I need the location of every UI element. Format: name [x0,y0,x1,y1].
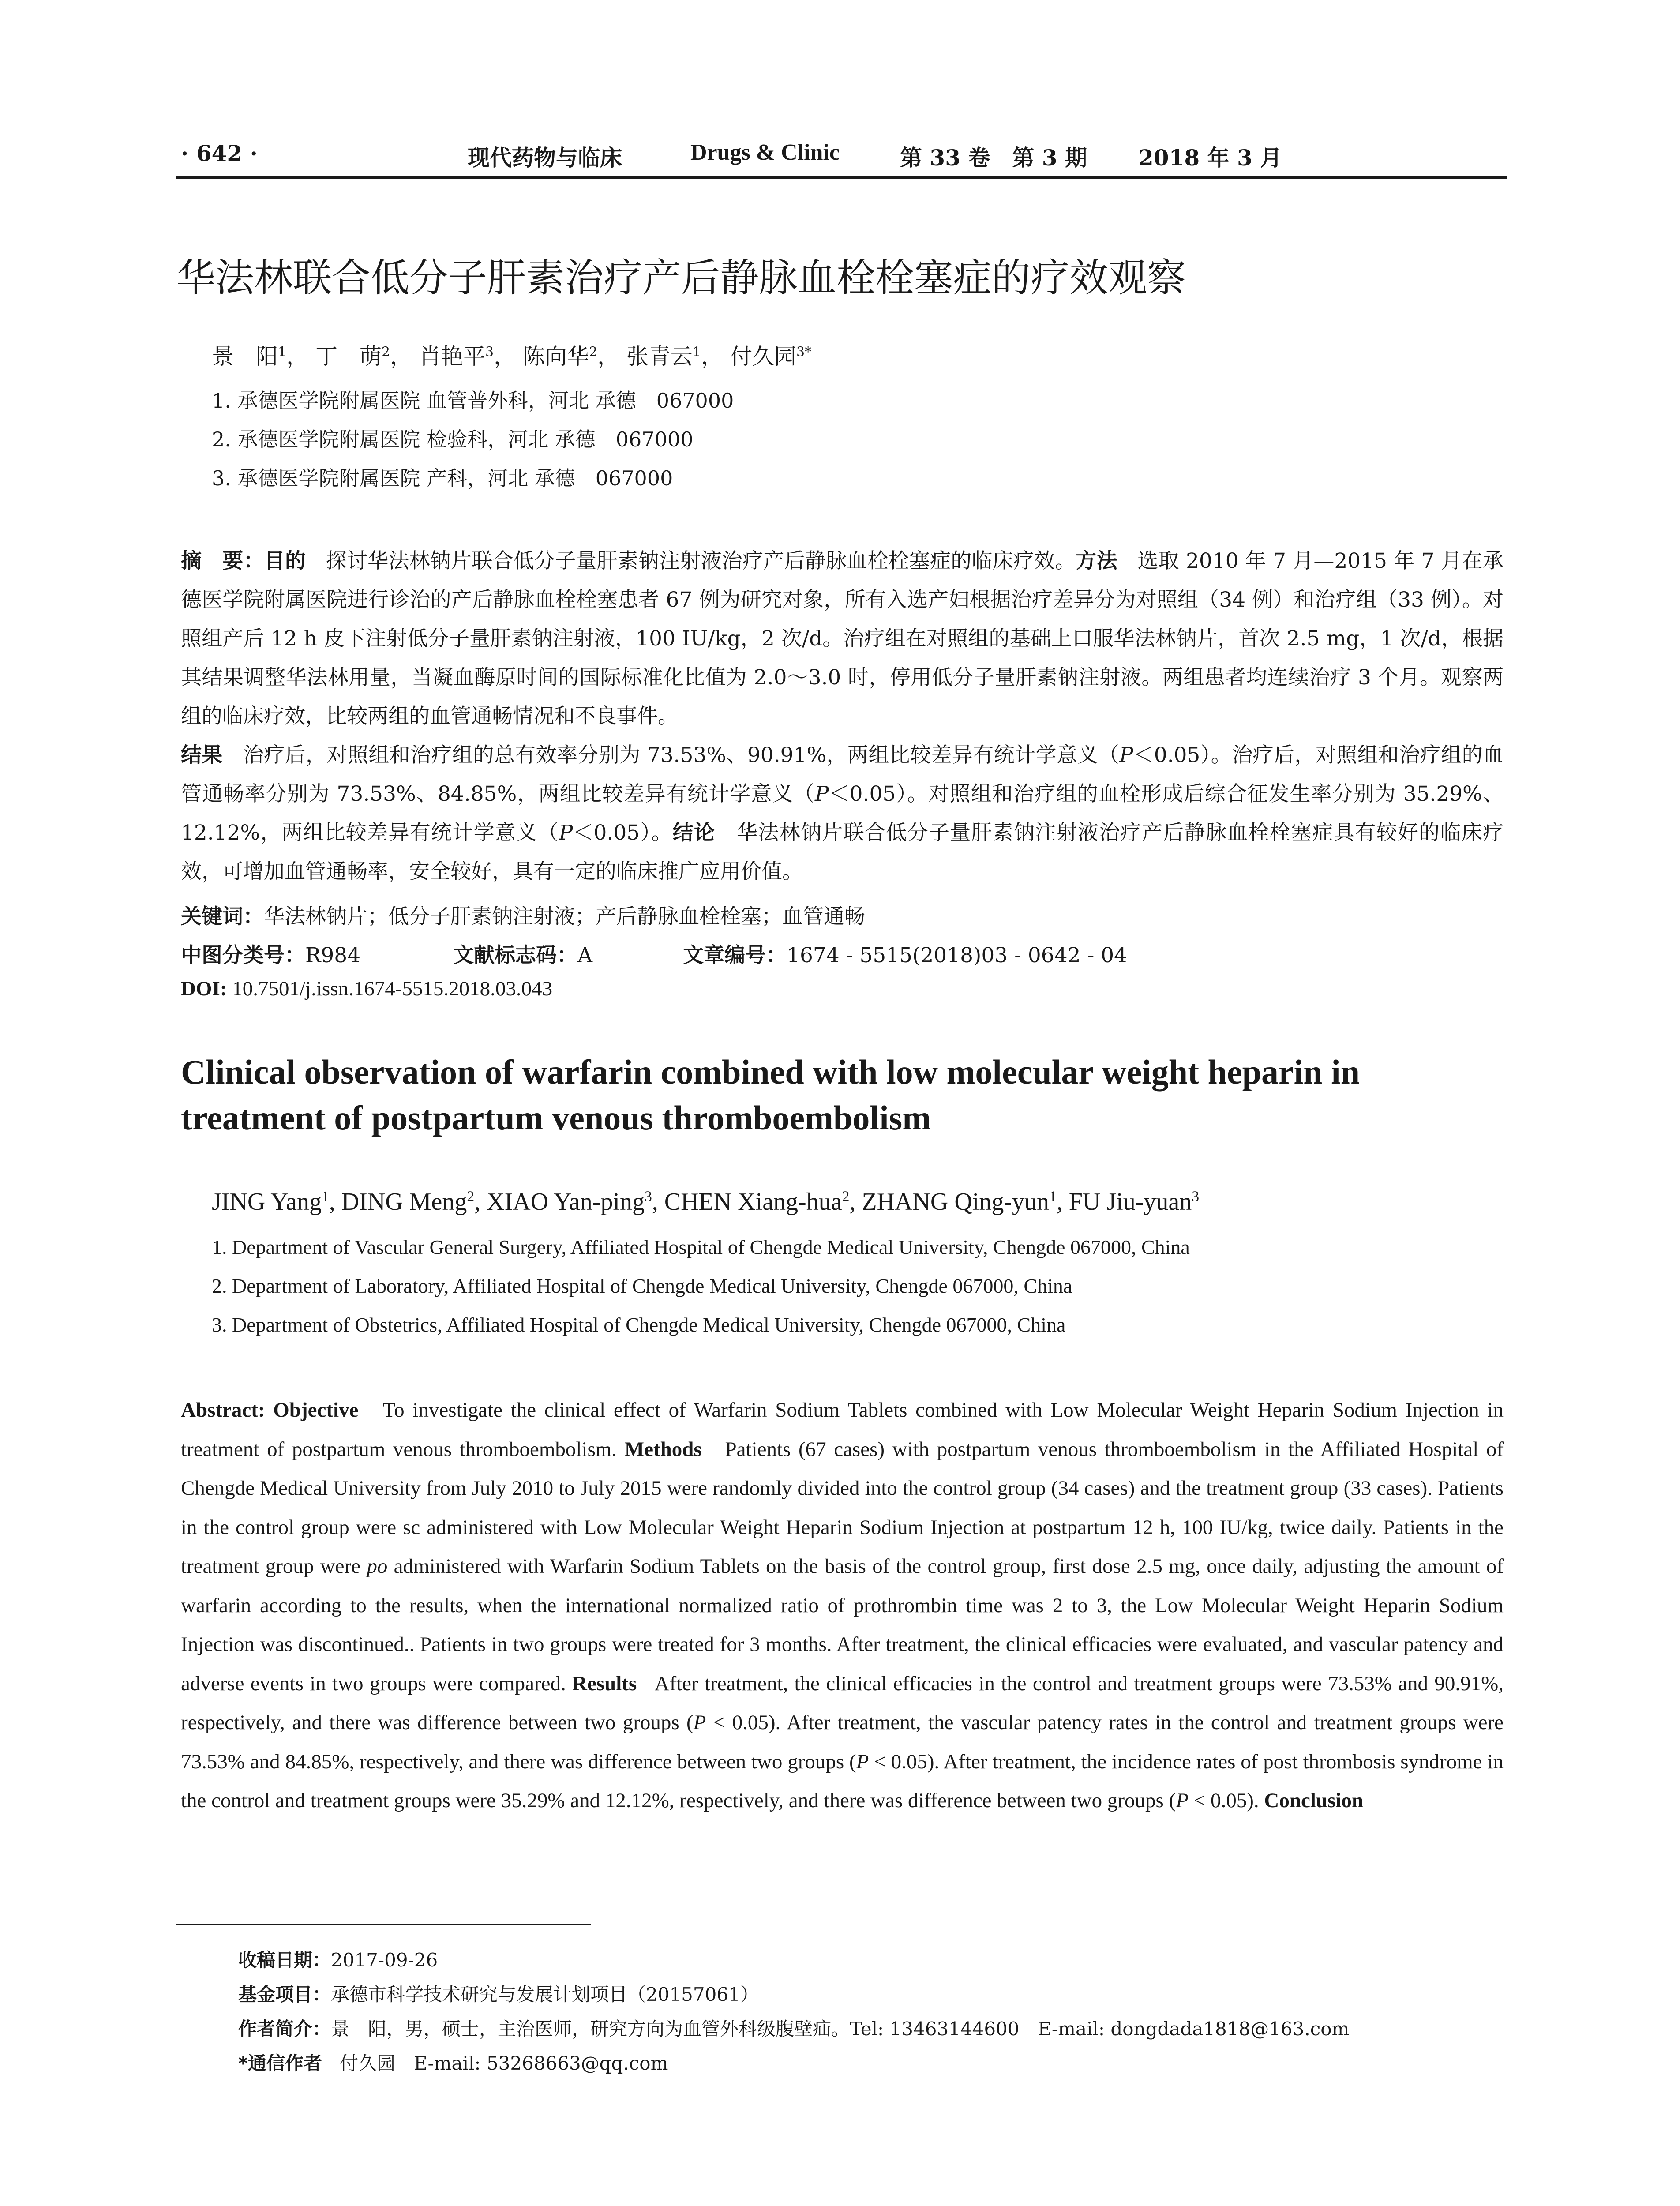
results-label: 结果 [181,743,223,767]
affiliation-cn: 3. 承德医学院附属医院 产科，河北 承德 067000 [212,466,673,490]
authors-cn: 景 阳$^1$， 丁 萌$^2$， 肖艳平$^3$， 陈向华$^2$， 张青云$^1$， 付久园$^{3*}$ [212,344,812,369]
corresponding-author [238,2049,668,2075]
author-name: 景 阳 [212,344,278,369]
abstract-label: Abstract: [181,1399,265,1422]
keywords-cn [181,900,865,930]
doc-code-label: 文献标志码： [453,943,578,968]
author-name: 付久园 [730,344,796,369]
methods-label: Methods [624,1437,702,1461]
bio-label: 作者简介： [238,2018,331,2040]
keywords-label: 关键词： [181,904,264,929]
author-affiliation-mark: 3 [485,344,494,360]
received-label: 收稿日期： [238,1949,331,1971]
conclusion-label: Conclusion [1264,1789,1364,1812]
clc-label: 中图分类号： [181,943,305,968]
author-name: FU Jiu-yuan [1069,1188,1192,1216]
author-affiliation-mark: 2 [382,344,390,360]
article-no-value: 1674 - 5515(2018)03 - 0642 - 04 [787,943,1128,968]
results-text: < 0.05). After treatment, the vascular patency rates in the control and treatment groups were 73.53% and 84.85%, respectively, and there was difference between two groups ( [181,1711,1504,1773]
author-affiliation-mark: 1 [693,344,701,360]
fund-label: 基金项目： [238,1984,331,2005]
journal-name-en: Drugs & Clinic [690,140,840,165]
objective-text: To investigate the clinical effect of Warfarin Sodium Tablets combined with Low Molecular Weight Heparin Sodium Injection in treatment of postpartum venous thromboembolism. [181,1399,1504,1461]
abstract-label: 摘 要： [181,549,264,573]
clc-value: R984 [305,943,361,968]
corr-label: *通信作者 [238,2052,322,2074]
results-text: After treatment, the clinical efficacies in the control and treatment groups were 73.53% and 90.91%, respectively, and there was difference between two groups ( [181,1672,1504,1734]
page-number: · 642 · [181,140,258,166]
p-symbol: P [815,782,829,806]
authors-en: JING Yang$^1$, DING Meng$^2$, XIAO Yan-ping$^3$, CHEN Xiang-hua$^2$, ZHANG Qing-yun$^1$, FU Jiu-yuan$^3$ [212,1188,1200,1216]
doi-label: DOI: [181,977,227,1000]
author-name: 陈向华 [523,344,589,369]
methods-text: administered with Warfarin Sodium Tablets on the basis of the control group, first dose 2.5 mg, once daily, adjusting the amount of warfarin according to the results, when the international normalized ratio of prothrombin time was 2 to 3, the Low Molecular Weight Heparin Sodium Injection was discontinued.. Patients in two groups were treated for 3 months. After treatment, the clinical efficacies were evaluated, and vascular patency and adverse events in two groups were compared. [181,1555,1504,1695]
results-label: Results [572,1672,637,1695]
volume-issue: 第 33 卷 第 3 期 [900,145,1087,171]
author-affiliation-mark: 2 [842,1188,850,1205]
results-text: ＜0.05）。 [573,821,673,845]
author-name: CHEN Xiang-hua [664,1188,842,1216]
abstract-cn [181,542,1504,891]
author-affiliation-mark: 1 [1049,1188,1057,1205]
article-no-label: 文章编号： [683,943,787,968]
author-name: 肖艳平 [419,344,485,369]
header-divider [176,176,1507,179]
classification-line [181,939,1127,968]
p-symbol: P [1176,1789,1189,1812]
footnote-divider [176,1924,591,1925]
author-affiliation-mark: 3* [796,344,812,360]
author-name: JING Yang [212,1188,322,1216]
author-affiliation-mark: 2 [589,344,598,360]
methods-text: Patients (67 cases) with postpartum venous thromboembolism in the Affiliated Hospital of Chengde Medical University from July 2010 to July 2015 were randomly divided into the control group (34 cases) and the treatment group (33 cases). Patients in the control group were sc administered with Low Molecular Weight Heparin Sodium Injection at postpartum 12 h, 100 IU/kg, twice daily. Patients in the treatment group were [181,1437,1504,1578]
p-symbol: P [856,1750,869,1773]
affiliation-cn: 1. 承德医学院附属医院 血管普外科，河北 承德 067000 [212,389,734,413]
title-cn: 华法林联合低分子肝素治疗产后静脉血栓栓塞症的疗效观察 [176,255,1186,300]
received-value: 2017-09-26 [331,1949,438,1971]
results-text: ＜0.05）。治疗后，对照组和治疗组的血管通畅率分别为 73.53%、84.85%，两组比较差异有统计学意义（ [181,743,1504,806]
affiliation-en: 3. Department of Obstetrics, Affiliated Hospital of Chengde Medical University, Chengde 067000, China [212,1313,1066,1336]
results-text: ＜0.05）。对照组和治疗组的血栓形成后综合征发生率分别为 35.29%、12.12%，两组比较差异有统计学意义（ [181,782,1504,845]
author-affiliation-mark: 1 [278,344,287,360]
doi-value: 10.7501/j.issn.1674-5515.2018.03.043 [232,977,553,1000]
journal-name-cn: 现代药物与临床 [468,145,622,171]
fund-project [238,1980,759,2007]
author-name: DING Meng [341,1188,467,1216]
affiliation-en: 1. Department of Vascular General Surgery, Affiliated Hospital of Chengde Medical University, Chengde 067000, China [212,1236,1190,1258]
author-name: 丁 萌 [315,344,382,369]
author-name: 张青云 [626,344,693,369]
methods-label: 方法 [1076,549,1118,573]
author-name: XIAO Yan-ping [487,1188,645,1216]
author-bio [238,2015,1349,2041]
po-term: po [367,1555,388,1578]
bio-value: 景 阳，男，硕士，主治医师，研究方向为血管外科级腹壁疝。Tel: 13463144600 E-mail: dongdada1818@163.com [331,2018,1350,2040]
keywords-text: 华法林钠片；低分子肝素钠注射液；产后静脉血栓栓塞；血管通畅 [264,904,865,929]
author-affiliation-mark: 2 [467,1188,475,1205]
conclusion-label: 结论 [672,821,716,845]
p-symbol: P [559,821,573,845]
p-symbol: P [693,1711,706,1734]
affiliation-en: 2. Department of Laboratory, Affiliated Hospital of Chengde Medical University, Chengde 067000, China [212,1275,1072,1297]
issue-date: 2018 年 3 月 [1138,145,1282,171]
author-affiliation-mark: 3 [1192,1188,1200,1205]
author-affiliation-mark: 3 [644,1188,652,1205]
received-date [238,1946,438,1972]
conclusion-text: 华法林钠片联合低分子量肝素钠注射液治疗产后静脉血栓栓塞症具有较好的临床疗效，可增加血管通畅率，安全较好，具有一定的临床推广应用价值。 [181,821,1504,884]
fund-value: 承德市科学技术研究与发展计划项目（20157061） [331,1984,759,2005]
affiliation-cn: 2. 承德医学院附属医院 检验科，河北 承德 067000 [212,428,694,451]
corr-value: 付久园 E-mail: 53268663@qq.com [340,2052,668,2074]
p-symbol: P [1119,743,1133,767]
author-affiliation-mark: 1 [321,1188,329,1205]
results-text: < 0.05). [1193,1789,1259,1812]
objective-text: 探讨华法林钠片联合低分子量肝素钠注射液治疗产后静脉血栓栓塞症的临床疗效。 [326,549,1076,573]
objective-label: 目的 [264,549,306,573]
results-text: < 0.05). After treatment, the incidence rates of post thrombosis syndrome in the control and treatment groups were 35.29% and 12.12%, respectively, and there was difference between two groups ( [181,1750,1504,1812]
objective-label: Objective [273,1399,359,1422]
title-en: Clinical observation of warfarin combined with low molecular weight heparin in treatment of postpartum venous thromboembolism [181,1053,1360,1137]
abstract-en [181,1391,1504,1820]
author-name: ZHANG Qing-yun [862,1188,1049,1216]
results-text: 治疗后，对照组和治疗组的总有效率分别为 73.53%、90.91%，两组比较差异有统计学意义（ [243,743,1120,767]
doc-code-value: A [578,943,593,968]
methods-text: 选取 2010 年 7 月—2015 年 7 月在承德医学院附属医院进行诊治的产后静脉血栓栓塞患者 67 例为研究对象，所有入选产妇根据治疗差异分为对照组（34 例）和治疗组（33 例）。对照组产后 12 h 皮下注射低分子量肝素钠注射液，100 IU/kg，2 次/d。治疗组在对照组的基础上口服华法林钠片，首次 2.5 mg，1 次/d，根据其结果调整华法林用量，当凝血酶原时间的国际标准化比值为 2.0～3.0 时，停用低分子量肝素钠注射液。两组患者均连续治疗 3 个月。观察两组的临床疗效，比较两组的血管通畅情况和不良事件。 [181,549,1504,728]
doi-line [181,977,552,1001]
